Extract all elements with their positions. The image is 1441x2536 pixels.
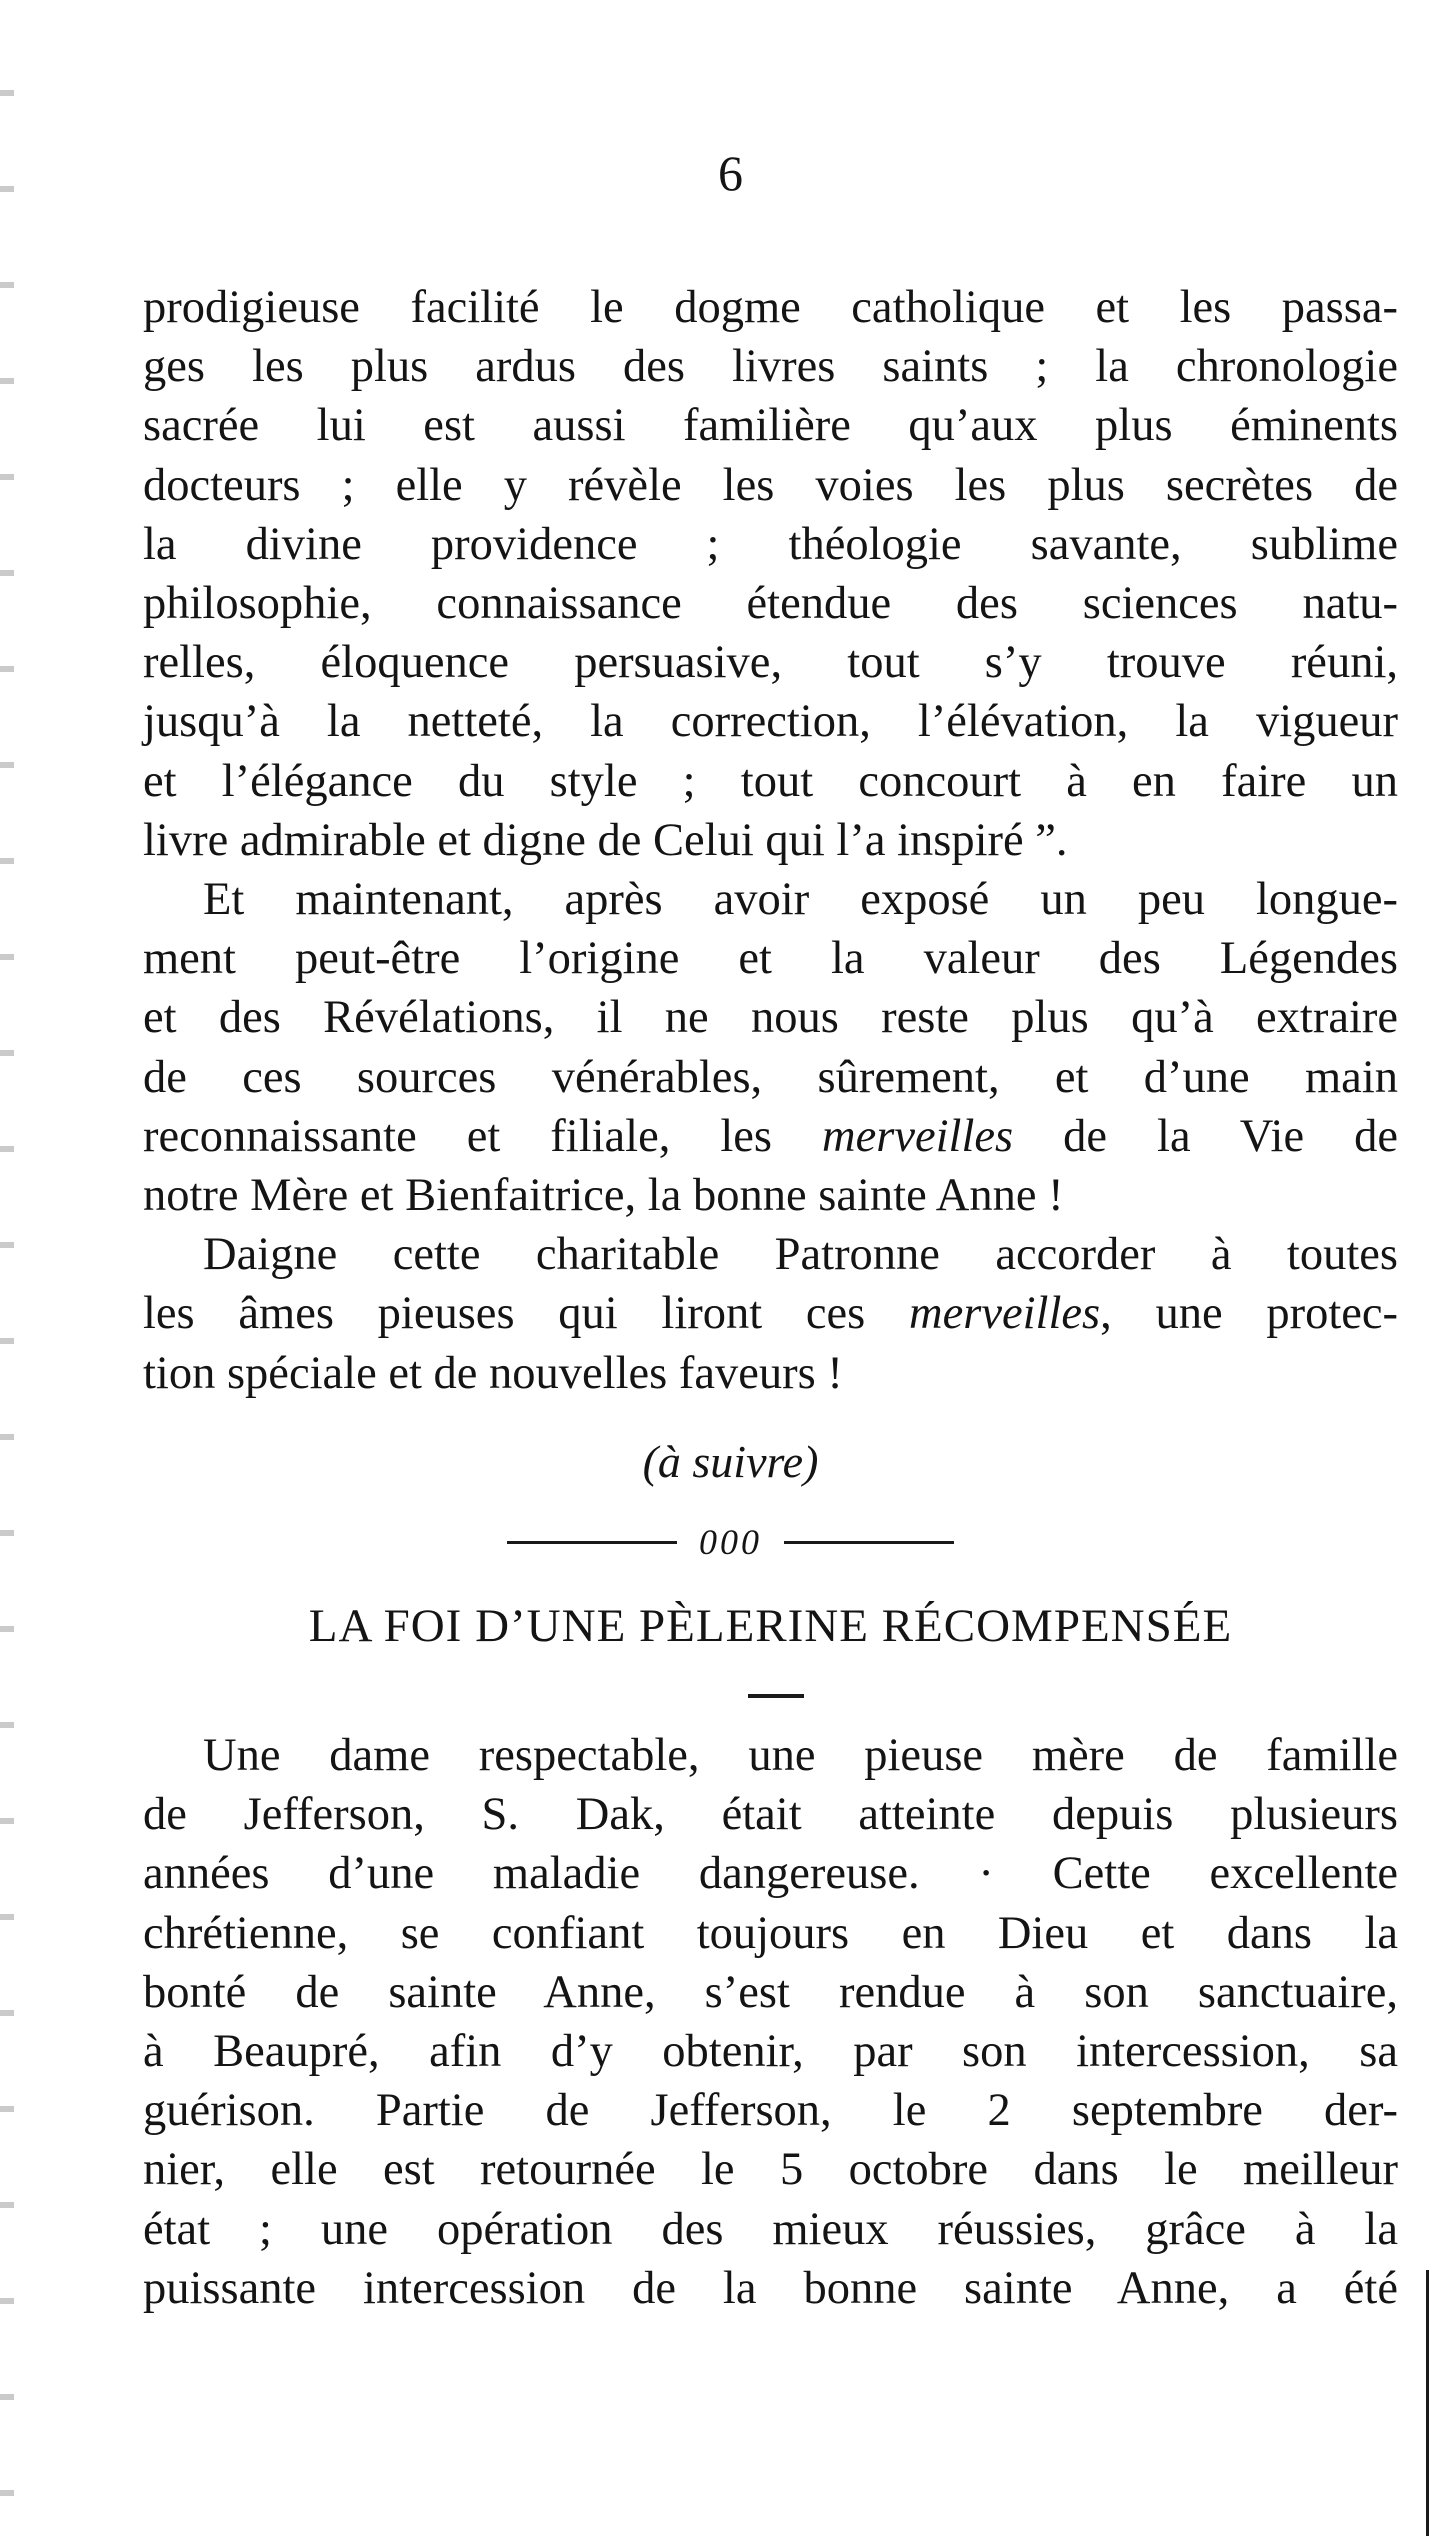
page-left-edge-marks xyxy=(0,0,14,2536)
text-line xyxy=(143,1107,1398,1166)
text-line: nier, elle est retournée le 5 octobre dans le meilleur xyxy=(143,2144,1398,2196)
separator-line-left xyxy=(507,1541,677,1544)
text-line: livre admirable et digne de Celui qui l’a inspiré ”. xyxy=(143,814,1068,866)
text-line: années d’une maladie dangereuse. · Cette excellente xyxy=(143,1848,1398,1900)
text-line: notre Mère et Bienfaitrice, la bonne sainte Anne ! xyxy=(143,1170,1064,1222)
text-line: prodigieuse facilité le dogme catholique et les passa- xyxy=(143,282,1398,333)
text-line: de Jefferson, S. Dak, était atteinte depuis plusieurs xyxy=(143,1789,1398,1841)
continued-paragraph xyxy=(143,278,1398,1403)
text-line: Et maintenant, après avoir exposé un peu longue- xyxy=(203,874,1398,926)
text-line: état ; une opération des mieux réussies, grâce à la xyxy=(143,2203,1398,2255)
text-line: et l’élégance du style ; tout concourt à en faire un xyxy=(143,755,1398,807)
italic-word: merveilles xyxy=(909,1288,1101,1340)
text-line: relles, éloquence persuasive, tout s’y trouve réuni, xyxy=(143,637,1398,689)
separator-mark: 000 xyxy=(699,1522,762,1562)
right-margin-rule xyxy=(1426,2270,1429,2536)
italic-word: merveilles xyxy=(822,1110,1014,1162)
text-line: la divine providence ; théologie savante, sublime xyxy=(143,518,1398,570)
text-line: jusqu’à la netteté, la correction, l’élévation, la vigueur xyxy=(143,696,1398,748)
text-fragment: reconnaissante et filiale, les xyxy=(143,1110,823,1162)
text-line xyxy=(143,1284,1398,1343)
text-line: philosophie, connaissance étendue des sciences natu- xyxy=(143,578,1398,630)
text-line: bonté de sainte Anne, s’est rendue à son sanctuaire, xyxy=(143,1966,1398,2018)
title-underline-rule xyxy=(748,1694,804,1698)
to-be-continued: (à suivre) xyxy=(642,1436,819,1487)
text-line: puissante intercession de la bonne sainte Anne, a été xyxy=(143,2262,1398,2314)
text-line: chrétienne, se confiant toujours en Dieu et dans la xyxy=(143,1907,1398,1959)
section-separator xyxy=(0,1522,1441,1562)
text-fragment: de la Vie de xyxy=(1013,1110,1398,1162)
text-line: docteurs ; elle y révèle les voies les plus secrètes de xyxy=(143,459,1398,511)
article-body xyxy=(143,1726,1398,2318)
text-line: Daigne cette charitable Patronne accorder à toutes xyxy=(203,1229,1398,1281)
text-line: guérison. Partie de Jefferson, le 2 septembre der- xyxy=(143,2085,1398,2137)
article-title: LA FOI D’UNE PÈLERINE RÉCOMPENSÉE xyxy=(308,1600,1233,1652)
text-line: et des Révélations, il ne nous reste plus qu’à extraire xyxy=(143,992,1398,1044)
text-line: à Beaupré, afin d’y obtenir, par son intercession, sa xyxy=(143,2026,1398,2078)
page-number: 6 xyxy=(718,145,743,201)
text-line: ges les plus ardus des livres saints ; la chronologie xyxy=(143,341,1398,393)
text-fragment: les âmes pieuses qui liront ces xyxy=(143,1288,910,1340)
text-line: tion spéciale et de nouvelles faveurs ! xyxy=(143,1347,843,1399)
text-line: de ces sources vénérables, sûrement, et d’une main xyxy=(143,1051,1398,1103)
separator-line-right xyxy=(784,1541,954,1544)
text-line: ment peut-être l’origine et la valeur des Légendes xyxy=(143,933,1398,985)
text-line: sacrée lui est aussi familière qu’aux plus éminents xyxy=(143,400,1398,452)
text-fragment: , une protec- xyxy=(1100,1288,1399,1340)
text-line: Une dame respectable, une pieuse mère de famille xyxy=(203,1730,1398,1781)
